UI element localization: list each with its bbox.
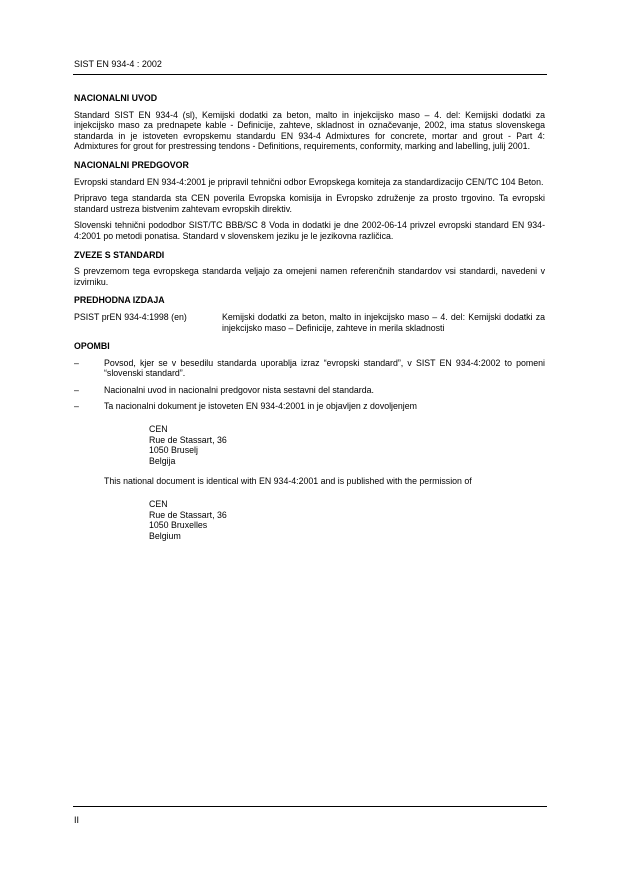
note-text: Ta nacionalni dokument je istoveten EN 934-4:2001 in je objavljen z dovoljenjem xyxy=(104,401,417,412)
dash-bullet: – xyxy=(74,401,79,412)
cen-address-slovene xyxy=(149,424,545,466)
section-heading: PREDHODNA IZDAJA xyxy=(74,295,165,306)
section-heading: NACIONALNI PREDGOVOR xyxy=(74,159,189,170)
english-permission-text: This national document is identical with EN 934-4:2001 and is published with the permission of xyxy=(104,476,472,487)
cen-address-english xyxy=(149,499,545,541)
section-nacionalni-uvod xyxy=(74,93,545,152)
address-line: 1050 Bruxelles xyxy=(149,520,208,531)
paragraph: Standard SIST EN 934-4 (sl), Kemijski dodatki za beton, malto in injekcijsko maso – 4. del: Kemijski dodatki za injekcijsko maso za prednapete kable - Definicije, zahteve, skladnost in označevanje, 2002, ima status slovenskega standarda in je istoveten evropskemu standardu EN 934-4 Admixtures for concrete, mortar and grout - Part 4: Admixtures for grout for prestressing tendons - Definitions, requirements, conformity, marking and labelling, julij 2001. xyxy=(74,109,545,152)
running-header: SIST EN 934-4 : 2002 xyxy=(74,59,162,69)
note-text: Nacionalni uvod in nacionalni predgovor nista sestavni del standarda. xyxy=(104,384,374,395)
section-predhodna-izdaja xyxy=(74,295,545,333)
note-item xyxy=(74,385,545,396)
section-zveze-s-standardi xyxy=(74,250,545,288)
header-rule xyxy=(73,74,547,75)
paragraph: Slovenski tehnični pododbor SIST/TC BBB/SC 8 Voda in dodatki je dne 2002-06-14 privzel evropski standard EN 934-4:2001 po metodi ponatisa. Standard v slovenskem jeziku je le jezikovna različica. xyxy=(74,220,545,241)
address-line: Rue de Stassart, 36 xyxy=(149,434,227,445)
footer-rule xyxy=(73,806,547,807)
address-line: 1050 Bruselj xyxy=(149,445,198,456)
page-content xyxy=(74,93,545,541)
paragraph: S prevzemom tega evropskega standarda veljajo za omejeni namen referenčnih standardov vsi standardi, navedeni v izvirniku. xyxy=(74,266,545,287)
page-number: II xyxy=(74,815,80,825)
dash-bullet: – xyxy=(74,384,79,395)
previous-edition-row xyxy=(74,312,545,333)
previous-edition-code: PSIST prEN 934-4:1998 (en) xyxy=(74,311,187,322)
note-item xyxy=(74,401,545,412)
section-heading: ZVEZE S STANDARDI xyxy=(74,249,165,260)
dash-bullet: – xyxy=(74,357,79,368)
address-line: CEN xyxy=(149,499,168,510)
note-text: Povsod, kjer se v besedilu standarda uporablja izraz “evropski standard”, v SIST EN 934-4:2002 to pomeni “slovenski standard”. xyxy=(104,357,545,379)
paragraph: Evropski standard EN 934-4:2001 je pripravil tehnični odbor Evropskega komiteja za standardizacijo CEN/TC 104 Beton. xyxy=(74,176,544,187)
section-heading: OPOMBI xyxy=(74,341,110,352)
address-line: CEN xyxy=(149,424,168,435)
section-nacionalni-predgovor xyxy=(74,160,545,242)
address-line: Rue de Stassart, 36 xyxy=(149,509,227,520)
section-opombi xyxy=(74,341,545,541)
previous-edition-title: Kemijski dodatki za beton, malto in injekcijsko maso – 4. del: Kemijski dodatki za injekcijsko maso – Definicije, zahteve in merila skladnosti xyxy=(222,311,545,333)
section-heading: NACIONALNI UVOD xyxy=(74,93,158,103)
paragraph: Pripravo tega standarda sta CEN poverila Evropska komisija in Evropsko združenje za prosto trgovino. Ta evropski standard ustreza bistvenim zahtevam evropskih direktiv. xyxy=(74,193,545,214)
note-item xyxy=(74,358,545,379)
address-line: Belgium xyxy=(149,530,181,541)
address-line: Belgija xyxy=(149,455,176,466)
